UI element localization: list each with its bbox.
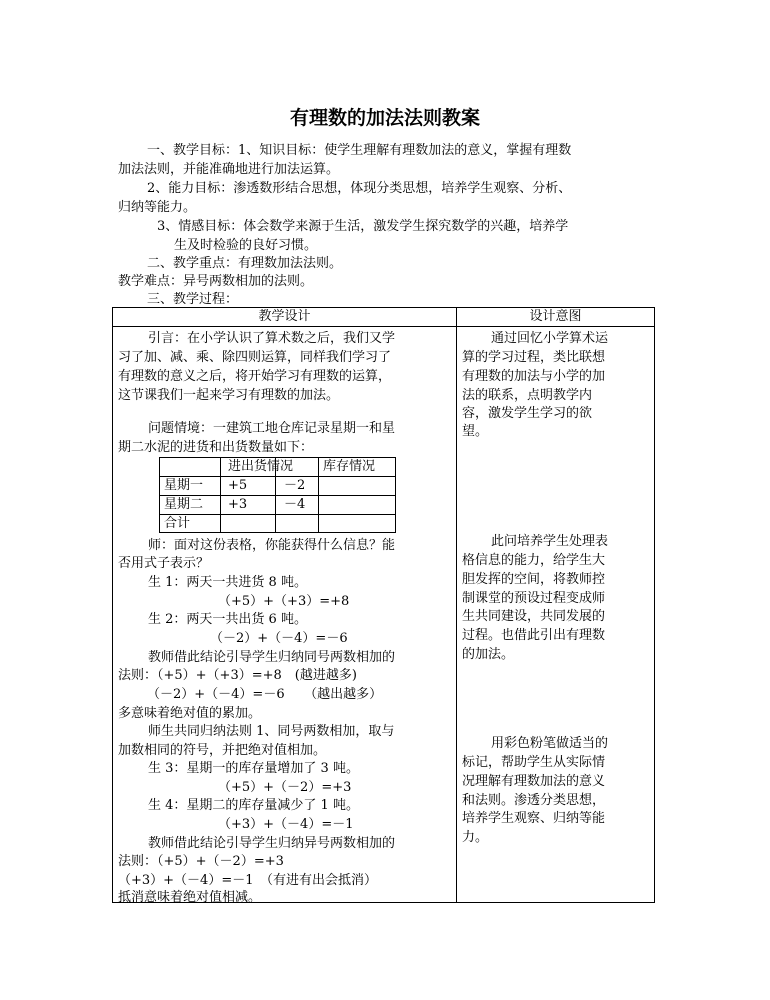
intro-line: 加法法则，并能准确地进行加法运算。 <box>118 162 340 177</box>
intent-line: 此问培养学生处理表 <box>491 534 609 549</box>
formula-line: （+3）+（－4）=－1 （有进有出会抵消） <box>118 873 377 888</box>
design-line: 习了加、减、乘、除四则运算，同样我们学习了 <box>118 350 392 365</box>
design-line: 生 2：两天一共出货 6 吨。 <box>148 612 307 627</box>
inventory-cell: －4 <box>284 497 306 512</box>
design-line: 加数相同的符号，并把绝对值相加。 <box>118 743 327 758</box>
lesson-table <box>112 307 655 903</box>
inventory-header-flow: 进出货情况 <box>228 459 294 474</box>
design-line: 否用式子表示？ <box>118 556 210 571</box>
design-line: 师：面对这份表格，你能获得什么信息？能 <box>148 538 396 553</box>
intent-line: 法的联系，点明教学内 <box>462 388 593 403</box>
header-divider <box>113 326 654 327</box>
design-line: 这节课我们一起来学习有理数的加法。 <box>118 388 340 403</box>
intent-line: 通过回忆小学算术运 <box>491 331 609 346</box>
inventory-row-label: 星期二 <box>164 497 204 512</box>
intro-line: 生及时检验的良好习惯。 <box>174 238 318 253</box>
formula-line: （－2）+（－4）=－6 （越出越多） <box>147 687 383 702</box>
design-line: 引言：在小学认识了算术数之后，我们又学 <box>148 331 396 346</box>
intro-line: 3、情感目标：体会数学来源于生活，激发学生探究数学的兴趣，培养学 <box>157 219 569 234</box>
design-line: 法则：（+5）+（－2）=+3 <box>118 854 284 869</box>
formula-line: （+5）+（+3）=+8 <box>218 594 350 609</box>
document-title: 有理数的加法法则教案 <box>289 107 480 129</box>
design-line: 生 1：两天一共进货 8 吨。 <box>148 575 307 590</box>
intent-line: 和法则。渗透分类思想， <box>462 793 606 808</box>
inventory-table <box>159 457 396 533</box>
design-line: 教师借此结论引导学生归纳异号两数相加的 <box>148 836 396 851</box>
column-divider <box>456 308 457 902</box>
intent-line: 有理数的加法与小学的加 <box>462 369 606 384</box>
intro-line: 三、教学过程： <box>147 292 239 307</box>
design-line: 多意味着绝对值的累加。 <box>118 706 262 721</box>
intro-line: 教学难点：异号两数相加的法则。 <box>118 274 314 289</box>
design-line: 教师借此结论引导学生归纳同号两数相加的 <box>148 650 396 665</box>
intent-line: 格信息的能力，给学生大 <box>462 553 606 568</box>
intro-line: 2、能力目标：渗透数形结合思想，体现分类思想，培养学生观察、分析、 <box>147 181 572 196</box>
intent-line: 容，激发学生学习的欲 <box>462 406 593 421</box>
intro-line: 二、教学重点：有理数加法法则。 <box>147 256 343 271</box>
inventory-row-label: 合计 <box>164 516 191 531</box>
formula-line: （+3）+（－4）=－1 <box>218 817 354 832</box>
inventory-cell: +5 <box>228 478 248 493</box>
intent-line: 过程。也借此引出有理数 <box>462 628 606 643</box>
intro-line: 归纳等能力。 <box>118 200 197 215</box>
design-line: 生 3：星期一的库存量增加了 3 吨。 <box>148 761 359 776</box>
inventory-cell: +3 <box>228 497 248 512</box>
design-line: 期二水泥的进货和出货数量如下： <box>118 440 314 455</box>
intent-line: 的加法。 <box>462 647 515 662</box>
intent-line: 用彩色粉笔做适当的 <box>491 736 609 751</box>
design-line: 抵消意味着绝对值相减。 <box>118 890 262 905</box>
intent-line: 胆发挥的空间，将教师控 <box>462 572 606 587</box>
design-line: 问题情境：一建筑工地仓库记录星期一和星 <box>148 421 396 436</box>
design-line: 生 4：星期二的库存量减少了 1 吨。 <box>148 798 359 813</box>
intent-line: 望。 <box>462 424 489 439</box>
design-line: 法则：（+5）+（+3）=+8 (越进越多) <box>118 668 357 683</box>
intent-line: 制课堂的预设过程变成师 <box>462 591 606 606</box>
design-line: 有理数的意义之后，将开始学习有理数的运算， <box>118 369 392 384</box>
header-intent: 设计意图 <box>529 309 582 324</box>
intent-line: 培养学生观察、归纳等能 <box>462 811 606 826</box>
header-design: 教学设计 <box>258 309 311 324</box>
intent-line: 生共同建设，共同发展的 <box>462 609 606 624</box>
intent-line: 标记，帮助学生从实际情 <box>462 755 606 770</box>
design-line: 师生共同归纳法则 1、同号两数相加，取与 <box>148 724 395 739</box>
intro-line: 一、教学目标：1、知识目标：使学生理解有理数加法的意义，掌握有理数 <box>147 143 572 158</box>
intent-line: 况理解有理数加法的意义 <box>462 774 606 789</box>
inventory-row-divider <box>160 514 395 515</box>
formula-line: （+5）+（－2）=+3 <box>218 780 352 795</box>
intent-line: 算的学习过程，类比联想 <box>462 350 606 365</box>
inventory-header-stock: 库存情况 <box>323 459 376 474</box>
inventory-cell: －2 <box>284 478 306 493</box>
formula-line: （－2）+（－4）=－6 <box>210 631 348 646</box>
inventory-row-label: 星期一 <box>164 478 204 493</box>
intent-line: 力。 <box>462 830 489 845</box>
